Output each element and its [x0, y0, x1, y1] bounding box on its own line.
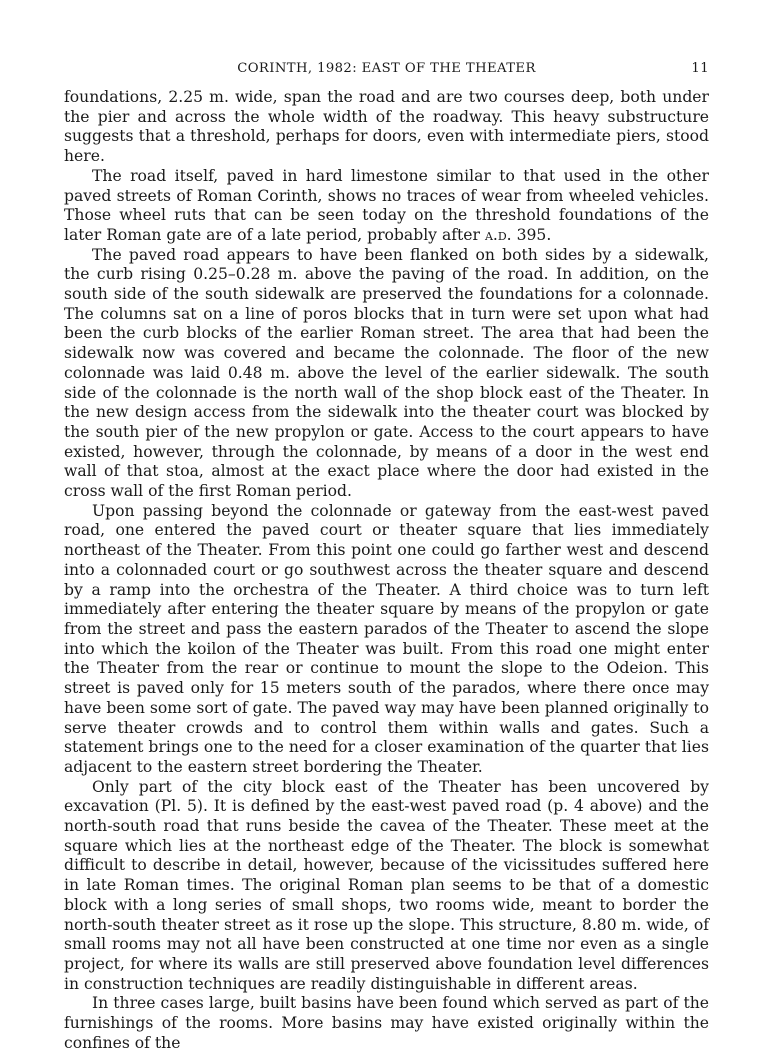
running-title: CORINTH, 1982: EAST OF THE THEATER [237, 61, 536, 76]
document-page [64, 58, 709, 1053]
paragraph-text: 395. [511, 225, 552, 244]
page-number: 11 [691, 61, 709, 76]
body-text [64, 88, 709, 1053]
paragraph-sidewalk-colonnade: The paved road appears to have been flanked on both sides by a sidewalk, the curb rising 0.25–0.28 m. above the paving of the road. In addition, on the south side of the south sidewalk are preserved the foundations for a colonnade. The columns sat on a line of poros blocks that in turn were set upon what had been the curb blocks of the earlier Roman street. The area that had been the sidewalk now was covered and became the colonnade. The floor of the new colonnade was laid 0.48 m. above the level of the earlier sidewalk. The south side of the colonnade is the north wall of the shop block east of the Theater. In the new design access from the sidewalk into the theater court was blocked by the south pier of the new propylon or gate. Access to the court appears to have existed, however, through the colonnade, by means of a door in the west end wall of that stoa, almost at the exact place where the door had existed in the cross wall of the first Roman period. [64, 245, 709, 501]
paragraph-basins: In three cases large, built basins have been found which served as part of the furnishings of the rooms. More basins may have existed originally within the confines of the [64, 994, 709, 1052]
paragraph-road-paving [64, 167, 709, 246]
running-header [64, 58, 709, 80]
paragraph-theater-square: Upon passing beyond the colonnade or gateway from the east-west paved road, one entered the paved court or theater square that lies immediately northeast of the Theater. From this point one could go farther west and descend into a colonnaded court or go southwest across the theater square and descend by a ramp into the orchestra of the Theater. A third choice was to turn left immediately after entering the theater square by means of the propylon or gate from the street and pass the eastern parados of the Theater to ascend the slope into which the koilon of the Theater was built. From this road one might enter the Theater from the rear or continue to mount the slope to the Odeion. This street is paved only for 15 meters south of the parados, where there once may have been some sort of gate. The paved way may have been planned originally to serve theater crowds and to control them within walls and gates. Such a statement brings one to the need for a closer examination of the quarter that lies adjacent to the eastern street bordering the Theater. [64, 501, 709, 776]
paragraph-text: The road itself, paved in hard limestone similar to that used in the other paved streets of Roman Corinth, shows no traces of wear from wheeled vehicles. Those wheel ruts that can be seen today on the threshold foundations of the later Roman gate are of a late period, probably after [64, 166, 709, 244]
paragraph-continued: foundations, 2.25 m. wide, span the road and are two courses deep, both under the pier and across the whole width of the roadway. This heavy substructure suggests that a threshold, perhaps for doors, even with intermediate piers, stood here. [64, 88, 709, 166]
era-abbreviation: a.d. [484, 225, 512, 244]
paragraph-city-block: Only part of the city block east of the Theater has been uncovered by excavation (Pl. 5). It is defined by the east-west paved road (p. 4 above) and the north-south road that runs beside the cavea of the Theater. These meet at the square which lies at the northeast edge of the Theater. The block is somewhat difficult to describe in detail, however, because of the vicissitudes suffered here in late Roman times. The original Roman plan seems to be that of a domestic block with a long series of small shops, two rooms wide, meant to border the north-south theater street as it rose up the slope. This structure, 8.80 m. wide, of small rooms may not all have been constructed at one time nor even as a single project, for where its walls are still preserved above foundation level differences in construction techniques are readily distinguishable in different areas. [64, 777, 709, 993]
